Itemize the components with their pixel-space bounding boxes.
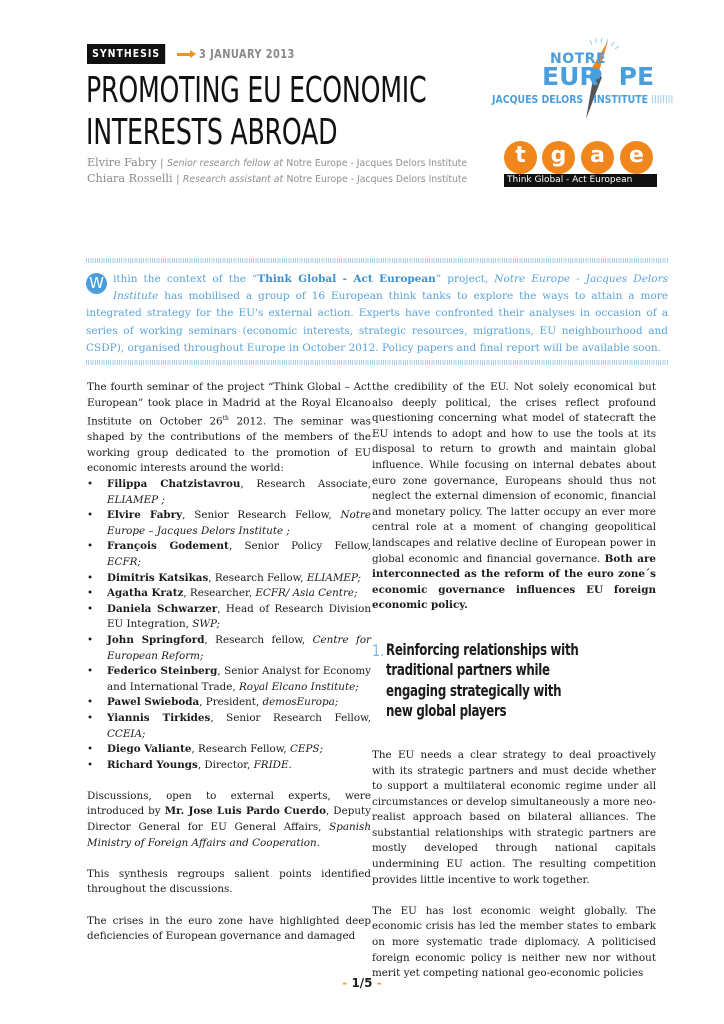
separator: | xyxy=(160,157,167,169)
member-org: ELIAMEP ; xyxy=(107,493,165,506)
tgae-letter-t: t xyxy=(504,141,537,174)
member-item xyxy=(87,664,371,695)
divider-top xyxy=(86,258,668,263)
page-title xyxy=(86,70,426,154)
left-column xyxy=(87,380,371,960)
member-org: CCEIA; xyxy=(107,727,146,740)
member-name: Filippa Chatzistavrou xyxy=(107,478,241,490)
page-number-text: 1/5 xyxy=(351,976,373,990)
author-name: Chiara Rosselli xyxy=(87,171,173,185)
text: 2012. The seminar was shaped by the contributions of the members of the working group dedicated to the promotion of EU economic interests around the world: xyxy=(87,415,371,475)
member-role: , Senior Research Fellow, xyxy=(182,509,341,522)
member-name: Yiannis Tirkides xyxy=(107,711,211,724)
member-role: , Research Fellow, xyxy=(191,743,290,756)
member-role: , Researcher, xyxy=(183,587,256,600)
logo-text-eur: EUR xyxy=(542,62,599,91)
text: The fourth seminar of the project “Think Global – Act European” took place in Madrid at the Royal Elcano Institute on October 26 xyxy=(87,381,371,428)
author-institution: Notre Europe - Jacques Delors Institute xyxy=(286,173,468,185)
speaker-name: Mr. Jose Luis Pardo Cuerdo xyxy=(164,805,326,818)
member-name: François Godement xyxy=(107,540,229,553)
member-item xyxy=(87,695,371,711)
author-role: Research assistant at xyxy=(182,173,284,185)
logo-text-jacques-delors: JACQUES DELORS xyxy=(492,93,584,106)
member-name: Federico Steinberg xyxy=(107,665,218,678)
member-name: Pawel Swieboda xyxy=(107,696,200,709)
member-item xyxy=(87,571,371,587)
member-item xyxy=(87,742,371,758)
member-role: , Research fellow, xyxy=(204,633,313,646)
member-org: ECFR/ Asia Centre; xyxy=(255,587,358,600)
member-name: Elvire Fabry xyxy=(107,509,183,522)
member-role: , Research Associate, xyxy=(240,478,372,490)
right-column xyxy=(372,380,656,997)
authors xyxy=(87,156,467,187)
member-name: Diego Valiante xyxy=(107,743,192,756)
text: , Deputy Director General for EU General Affairs, xyxy=(87,805,371,834)
member-item xyxy=(87,508,371,539)
member-item xyxy=(87,758,371,774)
section-heading xyxy=(372,640,656,722)
member-role: , Senior Analyst for Economy and International Trade, xyxy=(107,665,371,693)
member-name: Richard Youngs xyxy=(107,758,198,771)
superscript: th xyxy=(222,415,229,423)
header-tag xyxy=(87,44,316,64)
member-name: Daniela Schwarzer xyxy=(107,602,218,615)
text: the credibility of the EU. Not solely economical but also deeply political, the crises reflect profound questioning concerning what model of statecraft the EU intends to adopt and how to use the tools at its disposal to return to growth and maintain global influence. While focusing on internal debates about euro zone governance, Europeans should thus not neglect the external dimension of economic, financial and monetary policy. The latter occupy an ever more central role at a moment of changing geopolitical landscapes and relative decline of European power in global economic and financial governance. xyxy=(372,381,656,565)
member-item xyxy=(87,602,371,633)
title-line-2: INTERESTS ABROAD xyxy=(86,112,338,153)
emphasis-text: Both are interconnected as the reform of the euro zone´s economic governance influences EU foreign economic policy. xyxy=(372,552,656,612)
paragraph-strategy: The EU needs a clear strategy to deal proactively with its strategic partners and must decide whether to support a multilateral economic regime under all circumstances or develop simultaneously a more neo-realist approach based on bilateral alliances. The substantial relationships with strategic partners are mostly developed through national capitals undermining EU action. The resulting competition provides little incentive to work together. xyxy=(372,748,656,886)
publication-date: 3 JANUARY 2013 xyxy=(199,47,295,61)
member-name: Dimitris Katsikas xyxy=(107,571,209,584)
member-org: Notre Europe – Jacques Delors Institute ; xyxy=(107,509,371,537)
author-role: Senior research fellow at xyxy=(166,158,283,169)
logo-bars: IIIIIIII xyxy=(651,93,674,106)
tgae-tagline: Think Global - Act European xyxy=(504,174,657,187)
author-name: Elvire Fabry xyxy=(87,156,157,169)
intro-text: ithin the context of the “ xyxy=(113,273,258,285)
speaker-org: Spanish Ministry of Foreign Affairs and Cooperation. xyxy=(87,821,371,849)
member-org: ECFR; xyxy=(107,555,141,568)
project-name: Think Global - Act European xyxy=(257,273,436,285)
paragraph-crises: The crises in the euro zone have highlighted deep deficiencies of European governance and damaged xyxy=(87,914,371,943)
logo-text-institute xyxy=(492,93,673,106)
author-line xyxy=(87,156,467,172)
member-role: , President, xyxy=(199,696,263,709)
member-item xyxy=(87,477,371,508)
member-name: Agatha Kratz xyxy=(107,587,184,600)
intro-text: has mobilised a group of 16 European think tanks to explore the ways to attain a more integrated strategy for the EU's external action. Experts have confronted their analyses in occasion of a series of working seminars (economic interests, strategic resources, migrations, EU neighbourhood and CSDP), organised throughout Europe in October 2012. Policy papers and final report will be available soon. xyxy=(86,290,668,354)
tgae-letter-g: g xyxy=(542,141,575,174)
intro-text: ” project, xyxy=(435,273,495,285)
dash: - xyxy=(342,976,348,990)
dash: - xyxy=(376,976,382,990)
paragraph-discussions xyxy=(87,789,371,851)
member-org: SWP; xyxy=(192,618,221,631)
tgae-logo xyxy=(502,141,658,187)
author-institution: Notre Europe - Jacques Delors Institute xyxy=(286,158,468,169)
paragraph-seminar xyxy=(87,380,371,477)
tgae-letter-e: e xyxy=(620,141,653,174)
member-item xyxy=(87,711,371,742)
tgae-letter-a: a xyxy=(581,141,614,174)
logo-text-notre: NOTRE xyxy=(550,51,607,67)
member-org: demosEuropa; xyxy=(262,696,339,709)
member-item xyxy=(87,539,371,570)
divider-bottom xyxy=(86,360,668,365)
member-org: ELIAMEP; xyxy=(306,571,362,584)
text: Discussions, open to external experts, were introduced by xyxy=(87,789,371,818)
member-item xyxy=(87,586,371,602)
institute-name: Notre Europe - Jacques Delors Institute xyxy=(113,273,668,303)
member-role: , Research Fellow, xyxy=(208,571,307,584)
logo-text-institute-word: INSTITUTE xyxy=(593,93,648,106)
member-org: Centre for European Reform; xyxy=(107,633,371,662)
members-list xyxy=(87,477,371,773)
paragraph-synthesis: This synthesis regroups salient points identified throughout the discussions. xyxy=(87,867,371,896)
separator: | xyxy=(175,172,183,185)
paragraph-credibility xyxy=(372,380,656,614)
arrow-icon xyxy=(177,53,191,56)
page-number xyxy=(0,976,724,990)
intro-paragraph xyxy=(86,271,668,357)
member-role: , Head of Research Division EU Integration, xyxy=(107,602,371,631)
section-number: 1. xyxy=(372,640,385,660)
member-org: FRIDE. xyxy=(253,758,292,771)
section-title: Reinforcing relationships with traditional partners while engaging strategically with new global players xyxy=(386,639,579,721)
document-type-label: SYNTHESIS xyxy=(87,44,165,64)
logo-text-europe xyxy=(542,62,654,91)
member-role: , Senior Policy Fellow, xyxy=(228,540,371,553)
notre-europe-logo xyxy=(490,37,680,122)
member-org: CEPS; xyxy=(290,743,323,756)
member-name: John Springford xyxy=(107,633,205,646)
member-role: , Director, xyxy=(197,758,254,771)
author-line xyxy=(87,172,467,188)
logo-text-pe: PE xyxy=(618,62,655,91)
paragraph-economic-weight: The EU has lost economic weight globally. The economic crisis has led the member states to embark on more systematic trade diplomacy. A politicised foreign economic policy is neither new nor without merit yet competing national geo-economic policies xyxy=(372,904,656,980)
dropcap: W xyxy=(86,273,107,294)
member-role: , Senior Research Fellow, xyxy=(210,711,371,724)
member-item xyxy=(87,633,371,664)
title-line-1: PROMOTING EU ECONOMIC xyxy=(86,70,427,111)
member-org: Royal Elcano Institute; xyxy=(238,680,359,693)
